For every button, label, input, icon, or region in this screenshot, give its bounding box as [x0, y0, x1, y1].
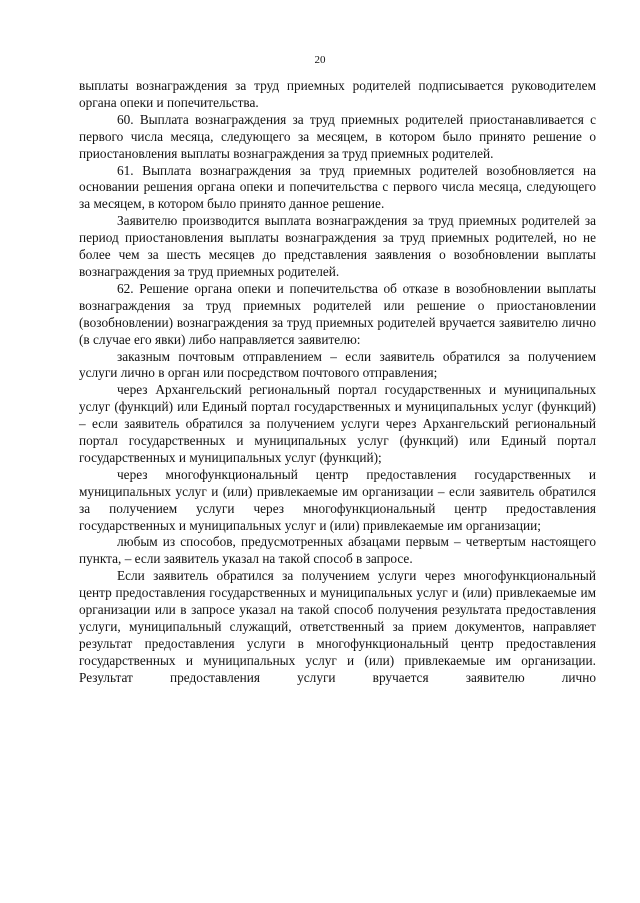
paragraph-payment-period: Заявителю производится выплата вознаграждения за труд приемных родителей за период приостановления выплаты вознаграждения за труд приемных родителей, но не более чем за шесть месяцев до представления заявления о возобновлении выплаты вознаграждения за труд приемных родителей. — [79, 213, 596, 279]
paragraph-option-any: любым из способов, предусмотренных абзацами первым – четвертым настоящего пункта, – если заявитель указал на такой способ в запросе. — [79, 534, 596, 567]
paragraph-item-62: 62. Решение органа опеки и попечительства об отказе в возобновлении выплаты вознаграждения за труд приемных родителей или решение о приостановлении (возобновлении) вознаграждения за труд приемных родителей вручается заявителю лично (в случае его явки) либо направляется заявителю: — [79, 280, 596, 347]
paragraph-option-mfc: через многофункциональный центр предоставления государственных и муниципальных услуг и (или) привлекаемые им организации – если заявитель обратился за получением услуги через многофункциональный центр предоставления государственных и муниципальных услуг и (или) привлекаемые им организации; — [79, 466, 596, 533]
document-body — [79, 78, 596, 687]
paragraph-mfc-delivery: Если заявитель обратился за получением услуги через многофункциональный центр предоставления государственных и муниципальных услуг и (или) привлекаемые им организации или в запросе указал на такой способ получения результата предоставления услуги, муниципальный служащий, ответственный за прием документов, направляет результат предоставления услуги в многофункциональный центр предоставления государственных и муниципальных услуг и (или) привлекаемые им организации. Результат предоставления услуги вручается заявителю лично — [79, 568, 596, 685]
paragraph-option-mail: заказным почтовым отправлением – если заявитель обратился за получением услуги лично в орган или посредством почтового отправления; — [79, 348, 596, 381]
paragraph-option-portal: через Архангельский региональный портал государственных и муниципальных услуг (функций) или Единый портал государственных и муниципальных услуг (функций) – если заявитель обратился за получением услуги через Архангельский региональный портал государственных и муниципальных услуг (функций) или Единый портал государственных и муниципальных услуг (функций); — [79, 382, 596, 465]
paragraph-item-60: 60. Выплата вознаграждения за труд приемных родителей приостанавливается с первого числа месяца, следующего за месяцем, в котором было принято решение о приостановления выплаты вознаграждения за труд приемных родителей. — [79, 111, 596, 161]
paragraph-continuation: выплаты вознаграждения за труд приемных родителей подписывается руководителем органа опеки и попечительства. — [79, 78, 596, 110]
page-number: 20 — [314, 54, 326, 66]
paragraph-item-61: 61. Выплата вознаграждения за труд приемных родителей возобновляется на основании решения органа опеки и попечительства с первого числа месяца, следующего за месяцем, в котором было принято данное решение. — [79, 162, 596, 212]
